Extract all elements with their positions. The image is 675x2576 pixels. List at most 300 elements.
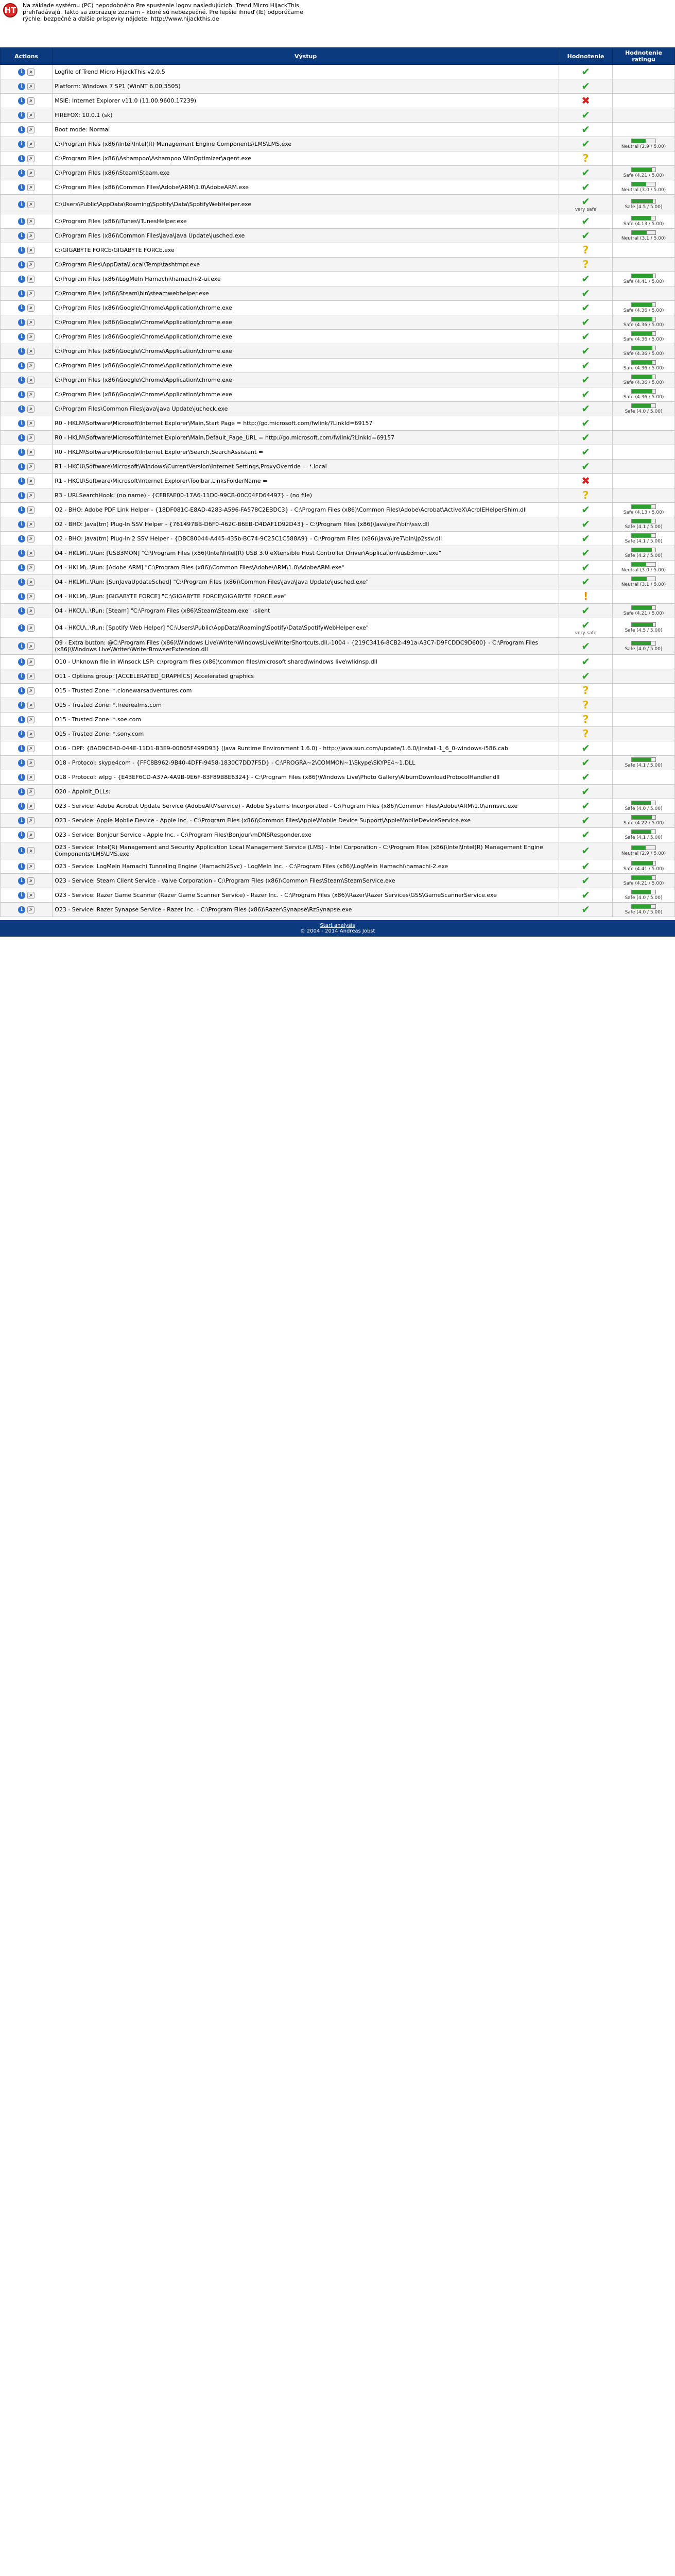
row-actions (1, 842, 53, 859)
safe-icon: ✔ (581, 345, 590, 357)
row-entry: O18 - Protocol: skype4com - {FFC8B962-9B40-4DFF-9458-1830C7DD7F5D} - C:\PROGRA~2\COMMON~1\Skype\SKYPE4~1.DLL (53, 756, 559, 770)
verdict-cell (561, 274, 610, 284)
row-verdict (559, 258, 613, 272)
row-entry: O2 - BHO: Java(tm) Plug-In 2 SSV Helper - {DBC80044-A445-435b-BC74-9C25C1C588A9} - C:\Program Files (x86)\Java\jre7\bin\jp2ssv.dll (53, 532, 559, 546)
table-row (1, 842, 675, 859)
search-icon[interactable]: ⌕ (27, 877, 34, 885)
safe-icon: ✔ (581, 65, 590, 78)
rating-bar-fill (632, 641, 651, 645)
row-verdict (559, 65, 613, 79)
row-verdict (559, 151, 613, 166)
row-rating (613, 532, 675, 546)
search-icon[interactable]: ⌕ (27, 69, 34, 76)
row-rating (613, 589, 675, 604)
row-actions (1, 546, 53, 561)
info-icon[interactable]: i (18, 642, 25, 650)
rating-bar-fill (632, 182, 646, 186)
rating-cell (615, 845, 672, 856)
verdict-label: very safe (575, 207, 597, 212)
info-icon[interactable]: i (18, 261, 25, 268)
table-row (1, 315, 675, 330)
table-row (1, 561, 675, 575)
search-icon[interactable]: ⌕ (27, 97, 34, 105)
header-verdict: Hodnotenie (559, 48, 613, 65)
row-actions (1, 65, 53, 79)
row-verdict (559, 214, 613, 229)
rating-bar (631, 331, 656, 336)
search-icon[interactable]: ⌕ (27, 391, 34, 398)
rating-cell (615, 360, 672, 371)
search-icon[interactable]: ⌕ (27, 658, 34, 666)
rating-bar-fill (632, 216, 651, 220)
info-icon[interactable]: i (18, 232, 25, 240)
row-rating (613, 445, 675, 460)
row-rating (613, 258, 675, 272)
info-icon[interactable]: i (18, 803, 25, 810)
verdict-cell (561, 245, 610, 256)
search-icon[interactable]: ⌕ (27, 112, 34, 119)
verdict-cell (561, 605, 610, 616)
row-verdict (559, 166, 613, 180)
rating-bar-fill (632, 548, 652, 552)
row-rating (613, 474, 675, 488)
search-icon[interactable]: ⌕ (27, 434, 34, 442)
row-verdict (559, 814, 613, 828)
rating-bar (631, 346, 656, 350)
rating-cell (615, 317, 672, 328)
table-row (1, 741, 675, 756)
row-rating (613, 330, 675, 344)
row-rating (613, 638, 675, 655)
search-icon[interactable]: ⌕ (27, 478, 34, 485)
rating-text: Safe (4.41 / 5.00) (623, 279, 664, 284)
rating-cell (615, 302, 672, 313)
info-icon[interactable]: i (18, 449, 25, 456)
rating-bar (631, 845, 656, 850)
search-icon[interactable]: ⌕ (27, 261, 34, 268)
info-icon[interactable]: i (18, 658, 25, 666)
search-icon[interactable]: ⌕ (27, 521, 34, 528)
unknown-icon: ? (582, 713, 589, 725)
search-icon[interactable]: ⌕ (27, 817, 34, 824)
header-area (0, 0, 675, 47)
row-entry: Boot mode: Normal (53, 123, 559, 137)
rating-bar-fill (632, 876, 652, 879)
rating-bar (631, 815, 656, 820)
row-actions (1, 814, 53, 828)
info-icon[interactable]: i (18, 141, 25, 148)
row-actions (1, 532, 53, 546)
row-entry: C:\Program Files (x86)\Google\Chrome\Application\chrome.exe (53, 373, 559, 387)
safe-icon: ✔ (581, 417, 590, 429)
search-icon[interactable]: ⌕ (27, 247, 34, 254)
info-icon[interactable]: i (18, 506, 25, 514)
info-icon[interactable]: i (18, 83, 25, 90)
info-icon[interactable]: i (18, 521, 25, 528)
rating-bar-fill (632, 332, 652, 335)
search-icon[interactable]: ⌕ (27, 788, 34, 795)
rating-bar-fill (632, 861, 652, 865)
verdict-cell (561, 196, 610, 212)
search-icon[interactable]: ⌕ (27, 232, 34, 240)
row-verdict (559, 575, 613, 589)
info-icon[interactable]: i (18, 892, 25, 899)
info-icon[interactable]: i (18, 126, 25, 133)
verdict-cell (561, 139, 610, 149)
search-icon[interactable]: ⌕ (27, 642, 34, 650)
search-icon[interactable]: ⌕ (27, 716, 34, 723)
verdict-cell (561, 288, 610, 299)
info-icon[interactable]: i (18, 69, 25, 76)
rating-text: Safe (4.2 / 5.00) (625, 553, 663, 558)
row-verdict (559, 503, 613, 517)
row-rating (613, 94, 675, 108)
row-actions (1, 315, 53, 330)
info-icon[interactable]: i (18, 745, 25, 752)
safe-icon: ✔ (581, 359, 590, 371)
verdict-cell (561, 360, 610, 371)
search-icon[interactable]: ⌕ (27, 276, 34, 283)
info-icon[interactable]: i (18, 492, 25, 499)
search-icon[interactable]: ⌕ (27, 731, 34, 738)
search-icon[interactable]: ⌕ (27, 593, 34, 600)
search-icon[interactable]: ⌕ (27, 218, 34, 225)
rating-bar (631, 641, 656, 646)
row-rating (613, 727, 675, 741)
verdict-cell (561, 216, 610, 227)
rating-cell (615, 815, 672, 826)
row-verdict (559, 330, 613, 344)
verdict-cell (561, 714, 610, 725)
row-entry: O18 - Protocol: wlpg - {E43EF6CD-A37A-4A9B-9E6F-83F89B8E6324} - C:\Program Files (x86)\Windows Live\Photo Gallery\AlbumDownloadProtocolHandler.dll (53, 770, 559, 785)
table-row (1, 151, 675, 166)
row-actions (1, 151, 53, 166)
info-icon[interactable]: i (18, 391, 25, 398)
row-actions (1, 344, 53, 359)
info-icon[interactable]: i (18, 877, 25, 885)
row-rating (613, 546, 675, 561)
search-icon[interactable]: ⌕ (27, 463, 34, 470)
row-rating (613, 770, 675, 785)
table-row (1, 431, 675, 445)
search-icon[interactable]: ⌕ (27, 141, 34, 148)
rating-text: Safe (4.36 / 5.00) (623, 323, 664, 328)
rating-bar (631, 389, 656, 394)
unknown-icon: ? (582, 684, 589, 697)
rating-cell (615, 216, 672, 227)
table-row (1, 638, 675, 655)
info-icon[interactable]: i (18, 847, 25, 854)
search-icon[interactable]: ⌕ (27, 184, 34, 191)
search-icon[interactable]: ⌕ (27, 803, 34, 810)
search-icon[interactable]: ⌕ (27, 348, 34, 355)
row-entry: C:\Program Files (x86)\Google\Chrome\Application\chrome.exe (53, 387, 559, 402)
row-actions (1, 94, 53, 108)
table-row (1, 258, 675, 272)
search-icon[interactable]: ⌕ (27, 702, 34, 709)
row-entry: R1 - HKCU\Software\Microsoft\Windows\CurrentVersion\Internet Settings,ProxyOverride = *.local (53, 460, 559, 474)
rating-bar-fill (632, 505, 651, 509)
search-icon[interactable]: ⌕ (27, 420, 34, 427)
rating-cell (615, 548, 672, 558)
info-icon[interactable]: i (18, 112, 25, 119)
info-icon[interactable]: i (18, 304, 25, 312)
search-icon[interactable]: ⌕ (27, 564, 34, 571)
search-icon[interactable]: ⌕ (27, 863, 34, 870)
table-row (1, 243, 675, 258)
search-icon[interactable]: ⌕ (27, 673, 34, 680)
info-icon[interactable]: i (18, 290, 25, 297)
search-icon[interactable]: ⌕ (27, 774, 34, 781)
rating-bar-fill (632, 577, 647, 581)
start-analysis-link[interactable]: Start analysis (320, 923, 355, 928)
info-icon[interactable]: i (18, 184, 25, 191)
search-icon[interactable]: ⌕ (27, 201, 34, 208)
search-icon[interactable]: ⌕ (27, 170, 34, 177)
rating-bar (631, 861, 656, 866)
row-actions (1, 488, 53, 503)
row-entry: O2 - BHO: Java(tm) Plug-In SSV Helper - {761497BB-D6F0-462C-B6EB-D4DAF1D92D43} - C:\Program Files (x86)\Java\jre7\bin\ssv.dll (53, 517, 559, 532)
row-rating (613, 842, 675, 859)
safe-icon: ✔ (581, 460, 590, 472)
row-entry: O23 - Service: Razer Game Scanner (Razer Game Scanner Service) - Razer Inc. - C:\Program Files (x86)\Razer\Razer Services\GSS\GameScannerService.exe (53, 888, 559, 903)
table-row (1, 445, 675, 460)
verdict-cell (561, 230, 610, 241)
row-actions (1, 445, 53, 460)
unknown-icon: ? (582, 244, 589, 256)
row-entry: C:\Program Files (x86)\Google\Chrome\Application\chrome.exe (53, 315, 559, 330)
search-icon[interactable]: ⌕ (27, 847, 34, 854)
info-icon[interactable]: i (18, 702, 25, 709)
search-icon[interactable]: ⌕ (27, 449, 34, 456)
rating-bar (631, 562, 656, 567)
info-icon[interactable]: i (18, 478, 25, 485)
info-icon[interactable]: i (18, 362, 25, 369)
table-row (1, 416, 675, 431)
search-icon[interactable]: ⌕ (27, 687, 34, 694)
rating-text: Safe (4.0 / 5.00) (625, 646, 663, 652)
row-entry: C:\Program Files (x86)\Steam\Steam.exe (53, 166, 559, 180)
row-rating (613, 903, 675, 917)
rating-bar (631, 875, 656, 880)
info-icon[interactable]: i (18, 247, 25, 254)
search-icon[interactable]: ⌕ (27, 319, 34, 326)
row-actions (1, 214, 53, 229)
info-icon[interactable]: i (18, 463, 25, 470)
rating-cell (615, 139, 672, 149)
table-row (1, 402, 675, 416)
info-icon[interactable]: i (18, 97, 25, 105)
info-icon[interactable]: i (18, 319, 25, 326)
rating-bar-fill (632, 404, 651, 408)
info-icon[interactable]: i (18, 155, 25, 162)
info-icon[interactable]: i (18, 201, 25, 208)
row-actions (1, 79, 53, 94)
rating-cell (615, 199, 672, 210)
info-icon[interactable]: i (18, 579, 25, 586)
search-icon[interactable]: ⌕ (27, 405, 34, 413)
rating-bar-fill (632, 303, 652, 307)
search-icon[interactable]: ⌕ (27, 550, 34, 557)
info-icon[interactable]: i (18, 788, 25, 795)
row-entry: C:\Users\Public\AppData\Roaming\Spotify\Data\SpotifyWebHelper.exe (53, 195, 559, 214)
search-icon[interactable]: ⌕ (27, 362, 34, 369)
row-verdict (559, 488, 613, 503)
search-icon[interactable]: ⌕ (27, 906, 34, 913)
info-icon[interactable]: i (18, 863, 25, 870)
rating-cell (615, 829, 672, 840)
safe-icon: ✔ (581, 639, 590, 652)
rating-bar-fill (632, 231, 647, 234)
search-icon[interactable]: ⌕ (27, 506, 34, 514)
row-verdict (559, 108, 613, 123)
row-rating (613, 166, 675, 180)
row-actions (1, 387, 53, 402)
rating-text: Neutral (3.0 / 5.00) (621, 568, 666, 573)
row-rating (613, 828, 675, 842)
info-icon[interactable]: i (18, 774, 25, 781)
row-actions (1, 431, 53, 445)
rating-cell (615, 230, 672, 241)
search-icon[interactable]: ⌕ (27, 535, 34, 543)
safe-icon: ✔ (581, 503, 590, 516)
row-verdict (559, 373, 613, 387)
info-icon[interactable]: i (18, 405, 25, 413)
search-icon[interactable]: ⌕ (27, 290, 34, 297)
verdict-cell (561, 182, 610, 193)
row-actions (1, 474, 53, 488)
table-row (1, 460, 675, 474)
row-entry: O4 - HKLM\..\Run: [USB3MON] "C:\Program Files (x86)\Intel\Intel(R) USB 3.0 eXtensible Host Controller Driver\Application\iusb3mon.exe" (53, 546, 559, 561)
verdict-cell (561, 259, 610, 270)
safe-icon: ✔ (581, 814, 590, 826)
search-icon[interactable]: ⌕ (27, 759, 34, 767)
row-verdict (559, 727, 613, 741)
info-icon[interactable]: i (18, 673, 25, 680)
info-icon[interactable]: i (18, 276, 25, 283)
safe-icon: ✔ (581, 123, 590, 135)
search-icon[interactable]: ⌕ (27, 377, 34, 384)
table-row (1, 272, 675, 286)
info-icon[interactable]: i (18, 593, 25, 600)
rating-text: Safe (4.1 / 5.00) (625, 763, 663, 768)
search-icon[interactable]: ⌕ (27, 892, 34, 899)
search-icon[interactable]: ⌕ (27, 832, 34, 839)
rating-bar-fill (632, 846, 646, 850)
verdict-cell (561, 685, 610, 696)
rating-bar-fill (632, 905, 651, 908)
info-icon[interactable]: i (18, 550, 25, 557)
row-actions (1, 888, 53, 903)
unknown-icon: ? (582, 489, 589, 501)
info-icon[interactable]: i (18, 731, 25, 738)
info-icon[interactable]: i (18, 906, 25, 913)
row-rating (613, 756, 675, 770)
row-entry: Logfile of Trend Micro HijackThis v2.0.5 (53, 65, 559, 79)
verdict-cell (561, 346, 610, 357)
safe-icon: ✔ (581, 655, 590, 668)
unknown-icon: ? (582, 727, 589, 740)
table-row (1, 123, 675, 137)
info-icon[interactable]: i (18, 687, 25, 694)
row-entry: MSIE: Internet Explorer v11.0 (11.00.9600.17239) (53, 94, 559, 108)
search-icon[interactable]: ⌕ (27, 126, 34, 133)
table-row (1, 589, 675, 604)
row-verdict (559, 589, 613, 604)
info-icon[interactable]: i (18, 348, 25, 355)
info-icon[interactable]: i (18, 564, 25, 571)
info-icon[interactable]: i (18, 434, 25, 442)
info-icon[interactable]: i (18, 607, 25, 615)
info-icon[interactable]: i (18, 535, 25, 543)
info-icon[interactable]: i (18, 759, 25, 767)
safe-icon: ✔ (581, 561, 590, 573)
info-icon[interactable]: i (18, 333, 25, 341)
row-rating (613, 561, 675, 575)
rating-bar (631, 216, 656, 221)
row-entry: O15 - Trusted Zone: *.clonewarsadventures.com (53, 684, 559, 698)
row-verdict (559, 561, 613, 575)
safe-icon: ✔ (581, 518, 590, 530)
safe-icon: ✔ (581, 229, 590, 242)
row-rating (613, 859, 675, 874)
row-entry: R0 - HKLM\Software\Microsoft\Internet Explorer\Search,SearchAssistant = (53, 445, 559, 460)
safe-icon: ✔ (581, 374, 590, 386)
row-actions (1, 258, 53, 272)
search-icon[interactable]: ⌕ (27, 333, 34, 341)
info-icon[interactable]: i (18, 817, 25, 824)
rating-bar-fill (632, 168, 652, 172)
search-icon[interactable]: ⌕ (27, 304, 34, 312)
safe-icon: ✔ (581, 215, 590, 227)
search-icon[interactable]: ⌕ (27, 155, 34, 162)
row-rating (613, 344, 675, 359)
rating-text: Safe (4.5 / 5.00) (625, 628, 663, 633)
info-icon[interactable]: i (18, 420, 25, 427)
row-actions (1, 517, 53, 532)
table-row (1, 180, 675, 195)
search-icon[interactable]: ⌕ (27, 607, 34, 615)
search-icon[interactable]: ⌕ (27, 492, 34, 499)
rating-cell (615, 904, 672, 915)
info-icon[interactable]: i (18, 832, 25, 839)
verdict-cell (561, 757, 610, 768)
verdict-cell (561, 656, 610, 667)
row-rating (613, 698, 675, 713)
row-verdict (559, 387, 613, 402)
row-rating (613, 799, 675, 814)
row-entry: O4 - HKLM\..\Run: [Adobe ARM] "C:\Program Files (x86)\Common Files\Adobe\ARM\1.0\AdobeARM.exe" (53, 561, 559, 575)
search-icon[interactable]: ⌕ (27, 745, 34, 752)
verdict-cell (561, 743, 610, 754)
search-icon[interactable]: ⌕ (27, 83, 34, 90)
verdict-cell (561, 533, 610, 544)
info-icon[interactable]: i (18, 716, 25, 723)
info-icon[interactable]: i (18, 170, 25, 177)
search-icon[interactable]: ⌕ (27, 579, 34, 586)
rating-text: Safe (4.13 / 5.00) (623, 222, 664, 227)
verdict-cell (561, 548, 610, 558)
row-actions (1, 243, 53, 258)
info-icon[interactable]: i (18, 624, 25, 632)
verdict-cell (561, 562, 610, 573)
info-icon[interactable]: i (18, 218, 25, 225)
rating-bar (631, 801, 656, 805)
rating-text: Safe (4.21 / 5.00) (623, 173, 664, 178)
rating-text: Safe (4.22 / 5.00) (623, 821, 664, 826)
search-icon[interactable]: ⌕ (27, 624, 34, 632)
info-icon[interactable]: i (18, 377, 25, 384)
